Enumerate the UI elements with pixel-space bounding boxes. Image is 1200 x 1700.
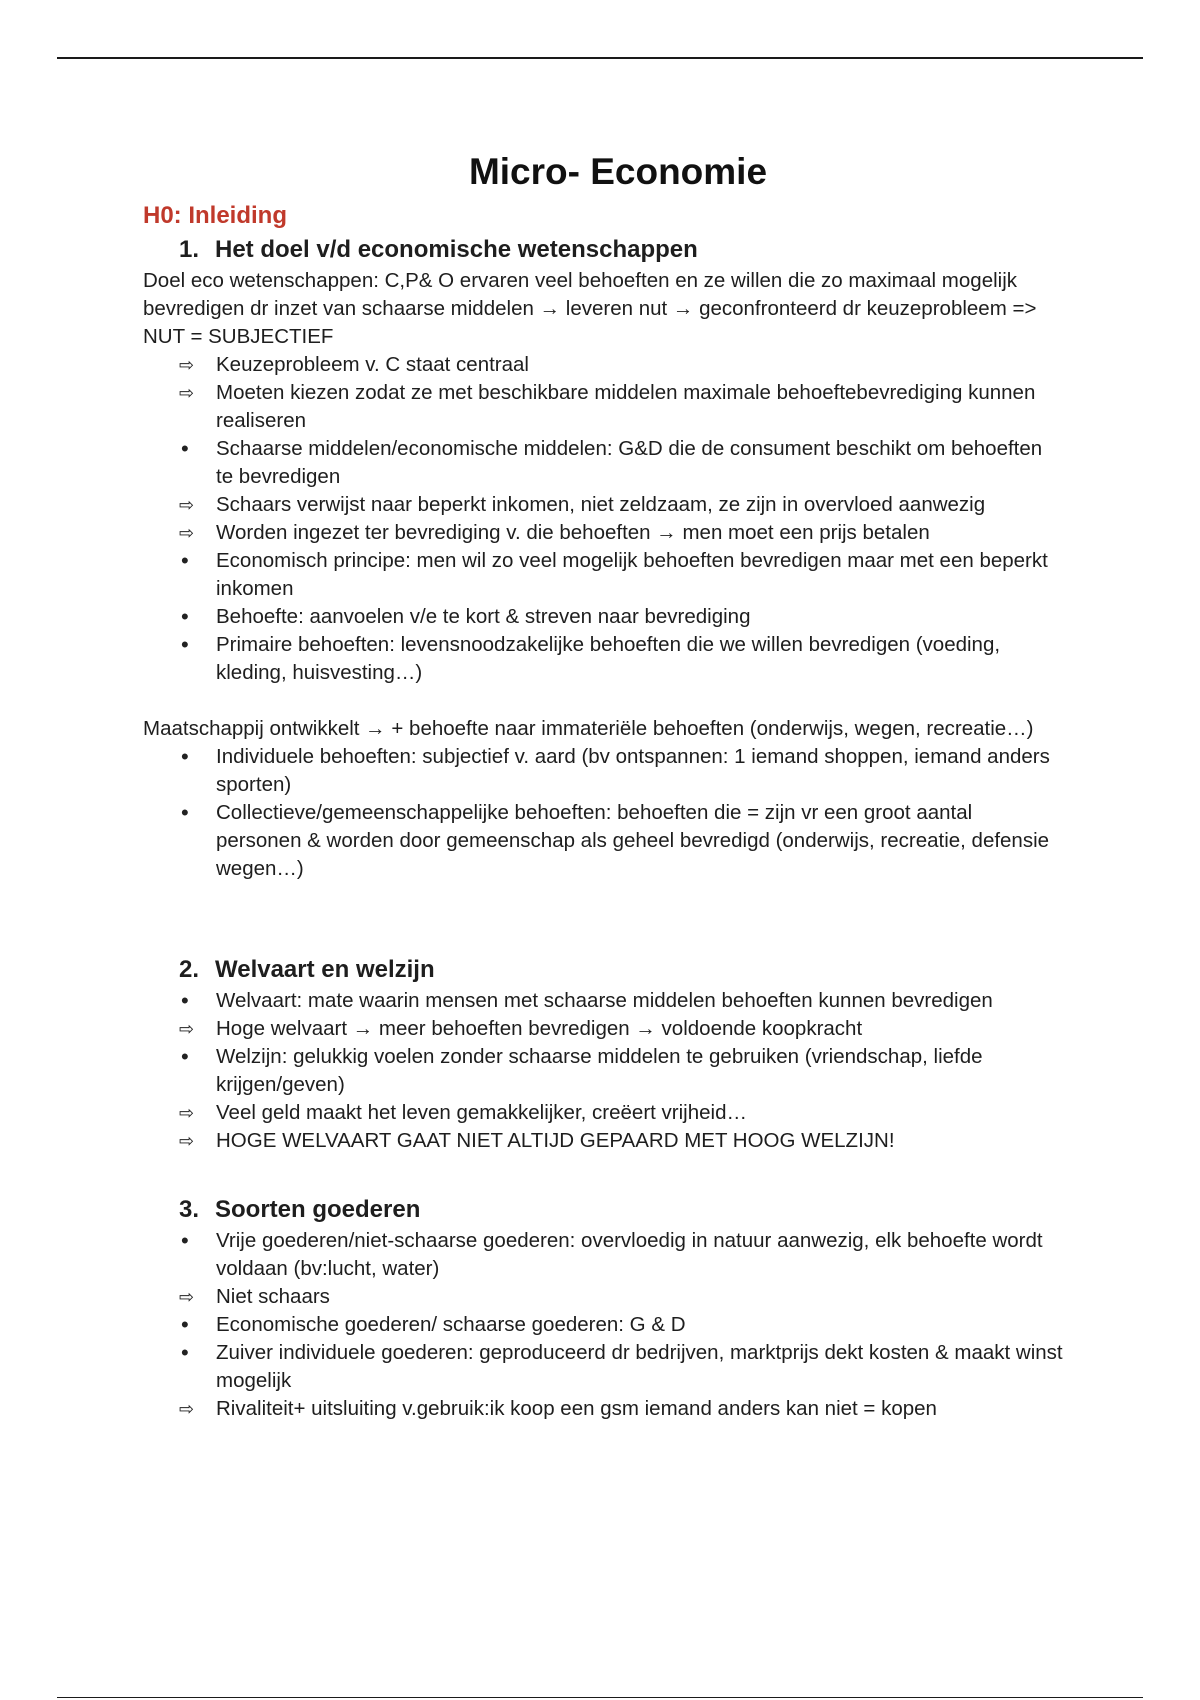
item-text: Economische goederen/ schaarse goederen: G & D bbox=[216, 1313, 686, 1336]
bullet-item bbox=[143, 1311, 1063, 1339]
item-text: Worden ingezet ter bevrediging v. die behoeften → men moet een prijs betalen bbox=[216, 521, 930, 544]
bullet-icon: • bbox=[181, 1340, 189, 1365]
bullet-icon: • bbox=[181, 744, 189, 769]
section-title: Soorten goederen bbox=[215, 1196, 421, 1223]
item-text: Keuzeprobleem v. C staat centraal bbox=[216, 353, 529, 376]
arrow-icon: ⇨ bbox=[179, 523, 195, 543]
item-text: Rivaliteit+ uitsluiting v.gebruik:ik koop een gsm iemand anders kan niet = kopen bbox=[216, 1397, 937, 1420]
arrow-item bbox=[143, 1099, 1063, 1127]
section-number: 1. bbox=[179, 236, 200, 263]
arrow-icon: ⇨ bbox=[179, 1019, 195, 1039]
section-title: Welvaart en welzijn bbox=[215, 956, 435, 983]
chapter-heading: H0: Inleiding bbox=[143, 202, 287, 229]
arrow-icon: ⇨ bbox=[179, 1399, 195, 1419]
section-heading-3 bbox=[143, 1193, 1063, 1227]
item-text: Behoefte: aanvoelen v/e te kort & streven naar bevrediging bbox=[216, 605, 751, 628]
arrow-item bbox=[143, 351, 1063, 379]
bullet-icon: • bbox=[181, 632, 189, 657]
document-title: Micro- Economie bbox=[468, 151, 768, 192]
bullet-icon: • bbox=[181, 800, 189, 825]
bullet-item bbox=[143, 799, 1063, 883]
item-list bbox=[143, 987, 1063, 1155]
item-text: Moeten kiezen zodat ze met beschikbare middelen maximale behoeftebevrediging kunnen realiseren bbox=[216, 381, 1036, 432]
item-text: Veel geld maakt het leven gemakkelijker, creëert vrijheid… bbox=[216, 1101, 747, 1124]
document-page bbox=[143, 145, 1063, 1423]
arrow-icon: ⇨ bbox=[179, 1103, 195, 1123]
arrow-item bbox=[143, 1015, 1063, 1043]
bullet-item bbox=[143, 743, 1063, 799]
arrow-item bbox=[143, 1127, 1063, 1155]
arrow-item bbox=[143, 379, 1063, 435]
item-text: Primaire behoeften: levensnoodzakelijke behoeften die we willen bevredigen (voeding, kleding, huisvesting…) bbox=[216, 633, 1001, 684]
section-heading-2 bbox=[143, 953, 1063, 987]
section-title: Het doel v/d economische wetenschappen bbox=[215, 236, 698, 263]
bullet-icon: • bbox=[181, 1044, 189, 1069]
item-list bbox=[143, 743, 1063, 883]
arrow-icon: ⇨ bbox=[179, 1287, 195, 1307]
bullet-item bbox=[143, 1339, 1063, 1395]
arrow-item bbox=[143, 519, 1063, 547]
arrow-icon: ⇨ bbox=[179, 383, 195, 403]
item-text: Schaars verwijst naar beperkt inkomen, niet zeldzaam, ze zijn in overvloed aanwezig bbox=[216, 493, 986, 516]
bullet-icon: • bbox=[181, 604, 189, 629]
item-text: Hoge welvaart → meer behoeften bevredigen → voldoende koopkracht bbox=[216, 1017, 863, 1040]
item-text: Collectieve/gemeenschappelijke behoeften: behoeften die = zijn vr een groot aantal personen & worden door gemeenschap als geheel bevredigd (onderwijs, recreatie, defensie wegen…) bbox=[216, 801, 1050, 880]
footer-rule bbox=[57, 1697, 1143, 1698]
arrow-item bbox=[143, 1395, 1063, 1423]
item-text: Economisch principe: men wil zo veel mogelijk behoeften bevredigen maar met een beperkt inkomen bbox=[216, 549, 1048, 600]
arrow-icon: ⇨ bbox=[179, 1131, 195, 1151]
bullet-item bbox=[143, 1227, 1063, 1283]
bullet-icon: • bbox=[181, 1312, 189, 1337]
item-text: Vrije goederen/niet-schaarse goederen: overvloedig in natuur aanwezig, elk behoefte wordt voldaan (bv:lucht, water) bbox=[216, 1229, 1043, 1280]
item-text: HOGE WELVAART GAAT NIET ALTIJD GEPAARD MET HOOG WELZIJN! bbox=[216, 1129, 895, 1152]
bullet-icon: • bbox=[181, 988, 189, 1013]
section-heading-1 bbox=[143, 233, 1063, 267]
item-text: Schaarse middelen/economische middelen: G&D die de consument beschikt om behoeften te bevredigen bbox=[216, 437, 1043, 488]
item-list bbox=[143, 351, 1063, 687]
bullet-icon: • bbox=[181, 436, 189, 461]
bullet-item bbox=[143, 435, 1063, 491]
item-text: Welzijn: gelukkig voelen zonder schaarse middelen te gebruiken (vriendschap, liefde krijgen/geven) bbox=[216, 1045, 983, 1096]
bullet-item bbox=[143, 603, 1063, 631]
bullet-icon: • bbox=[181, 1228, 189, 1253]
bullet-item bbox=[143, 547, 1063, 603]
header-rule bbox=[57, 57, 1143, 59]
arrow-icon: ⇨ bbox=[179, 495, 195, 515]
item-text: Niet schaars bbox=[216, 1285, 330, 1308]
section-intro: Doel eco wetenschappen: C,P& O ervaren veel behoeften en ze willen die zo maximaal mogelijk bevredigen dr inzet van schaarse middelen → leveren nut → geconfronteerd dr keuzeprobleem => NUT = SUBJECTIEF bbox=[143, 269, 1037, 348]
bullet-icon: • bbox=[181, 548, 189, 573]
arrow-item bbox=[143, 1283, 1063, 1311]
item-text: Individuele behoeften: subjectief v. aard (bv ontspannen: 1 iemand shoppen, iemand anders sporten) bbox=[216, 745, 1050, 796]
paragraph: Maatschappij ontwikkelt → + behoefte naar immateriële behoeften (onderwijs, wegen, recreatie…) bbox=[143, 717, 1034, 740]
section-number: 2. bbox=[179, 956, 200, 983]
bullet-item bbox=[143, 631, 1063, 687]
arrow-icon: ⇨ bbox=[179, 355, 195, 375]
bullet-item bbox=[143, 1043, 1063, 1099]
item-text: Welvaart: mate waarin mensen met schaarse middelen behoeften kunnen bevredigen bbox=[216, 989, 993, 1012]
bullet-item bbox=[143, 987, 1063, 1015]
item-list bbox=[143, 1227, 1063, 1423]
section-number: 3. bbox=[179, 1196, 200, 1223]
item-text: Zuiver individuele goederen: geproduceerd dr bedrijven, marktprijs dekt kosten & maakt winst mogelijk bbox=[216, 1341, 1063, 1392]
arrow-item bbox=[143, 491, 1063, 519]
